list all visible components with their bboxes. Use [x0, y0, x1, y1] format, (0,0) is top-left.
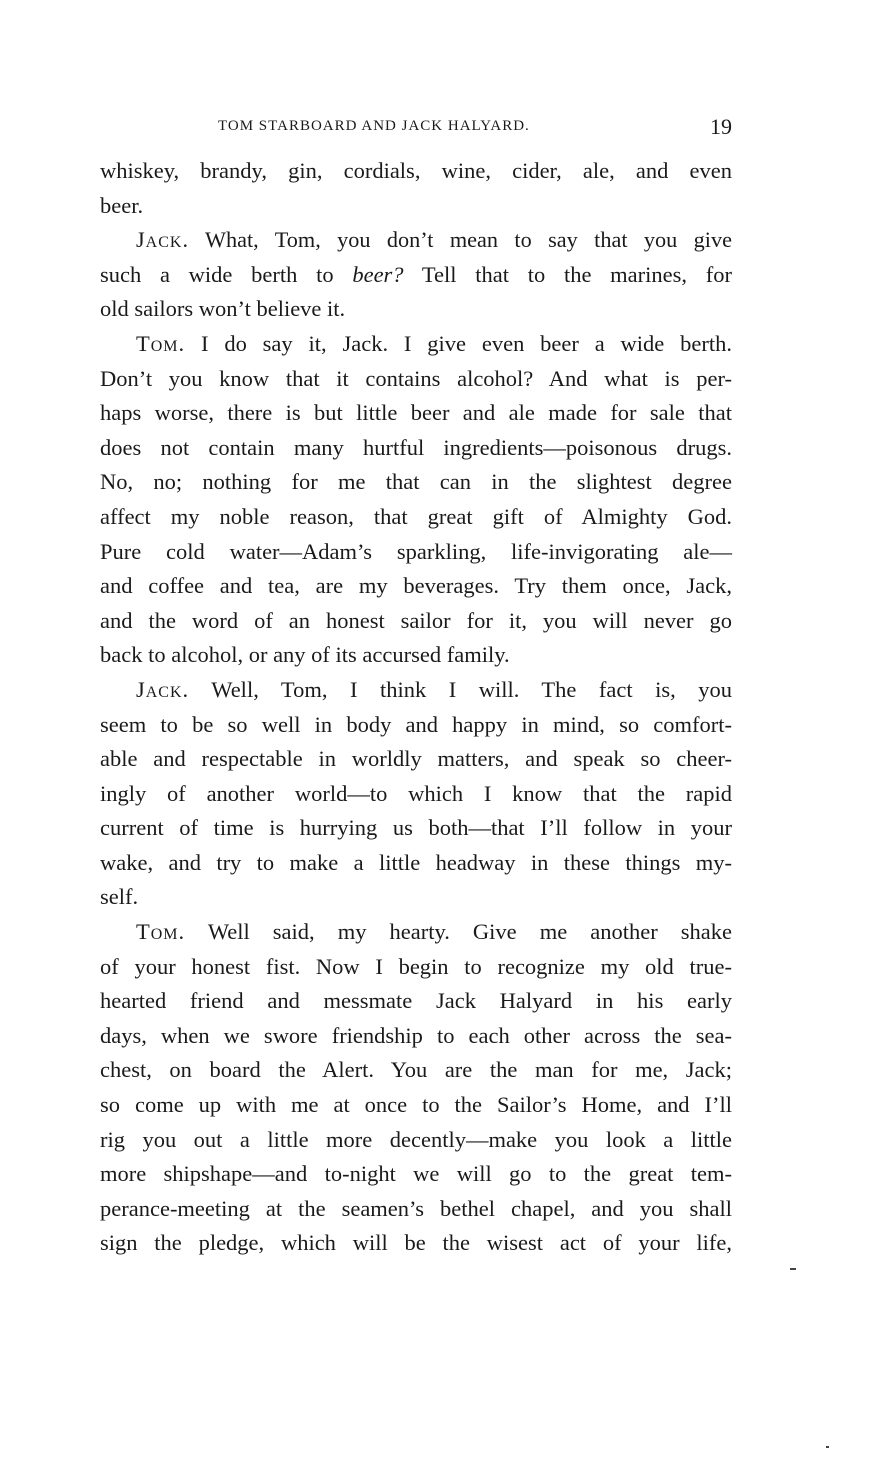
text-line: sign the pledge, which will be the wisest act of your life, [100, 1230, 732, 1256]
scan-speck [826, 1446, 829, 1448]
text-line: perance-meeting at the seamen’s bethel chapel, and you shall [100, 1195, 732, 1221]
text-line: current of time is hurrying us both—that I’ll follow in your [100, 815, 732, 841]
text-line: chest, on board the Alert. You are the man for me, Jack; [100, 1057, 732, 1083]
text-line: whiskey, brandy, gin, cordials, wine, cider, ale, and even [100, 158, 732, 183]
text-line: rig you out a little more decently—make you look a little [100, 1126, 732, 1152]
dialogue-text: Well, Tom, I think I will. The fact is, you [211, 676, 732, 702]
dialogue-line [100, 915, 732, 950]
dialogue-text: What, Tom, you don’t mean to say that you give [205, 227, 732, 253]
text-line: old sailors won’t believe it. [100, 296, 346, 322]
speaker-name: Jack. [136, 676, 190, 702]
text-line [100, 258, 732, 293]
text-line: wake, and try to make a little headway in these things my- [100, 849, 732, 875]
text-line: more shipshape—and to-night we will go to the great tem- [100, 1161, 732, 1187]
speaker-name: Jack. [136, 227, 190, 253]
text-line: of your honest fist. Now I begin to recognize my old true- [100, 953, 732, 979]
text-line: and the word of an honest sailor for it, you will never go [100, 607, 732, 633]
text-line: self. [100, 884, 139, 910]
italic-word: beer? [352, 261, 404, 287]
text-run: Tell that to the marines, for [403, 261, 732, 287]
running-title: TOM STARBOARD AND JACK HALYARD. [218, 118, 530, 134]
text-line: affect my noble reason, that great gift of Almighty God. [100, 503, 732, 529]
dialogue-line [100, 327, 732, 362]
text-line: haps worse, there is but little beer and ale made for sale that [100, 400, 732, 426]
text-line: Pure cold water—Adam’s sparkling, life-invigorating ale— [100, 538, 732, 564]
dialogue-line [100, 223, 732, 258]
speaker-name: Tom. [136, 919, 186, 945]
dialogue-line [100, 673, 732, 708]
speaker-name: Tom. [136, 330, 186, 356]
text-line: seem to be so well in body and happy in mind, so comfort- [100, 711, 732, 737]
text-line: and coffee and tea, are my beverages. Try them once, Jack, [100, 573, 732, 599]
scan-speck [790, 1268, 796, 1270]
running-head [100, 114, 732, 144]
text-line: beer. [100, 192, 144, 218]
body-text [100, 154, 732, 1261]
dialogue-text: Well said, my hearty. Give me another shake [207, 919, 732, 945]
text-line: Don’t you know that it contains alcohol? And what is per- [100, 365, 732, 391]
text-run: such a wide berth to [100, 261, 353, 287]
text-line: does not contain many hurtful ingredients—poisonous drugs. [100, 434, 732, 460]
text-line: so come up with me at once to the Sailor’s Home, and I’ll [100, 1092, 732, 1118]
dialogue-text: I do say it, Jack. I give even beer a wide berth. [201, 330, 732, 356]
text-line: hearted friend and messmate Jack Halyard in his early [100, 988, 732, 1014]
text-line: back to alcohol, or any of its accursed family. [100, 642, 510, 668]
text-line: days, when we swore friendship to each other across the sea- [100, 1022, 732, 1048]
text-line: No, no; nothing for me that can in the slightest degree [100, 469, 732, 495]
text-line: ingly of another world—to which I know that the rapid [100, 780, 732, 806]
text-line: able and respectable in worldly matters, and speak so cheer- [100, 746, 732, 772]
page-number: 19 [710, 114, 732, 139]
